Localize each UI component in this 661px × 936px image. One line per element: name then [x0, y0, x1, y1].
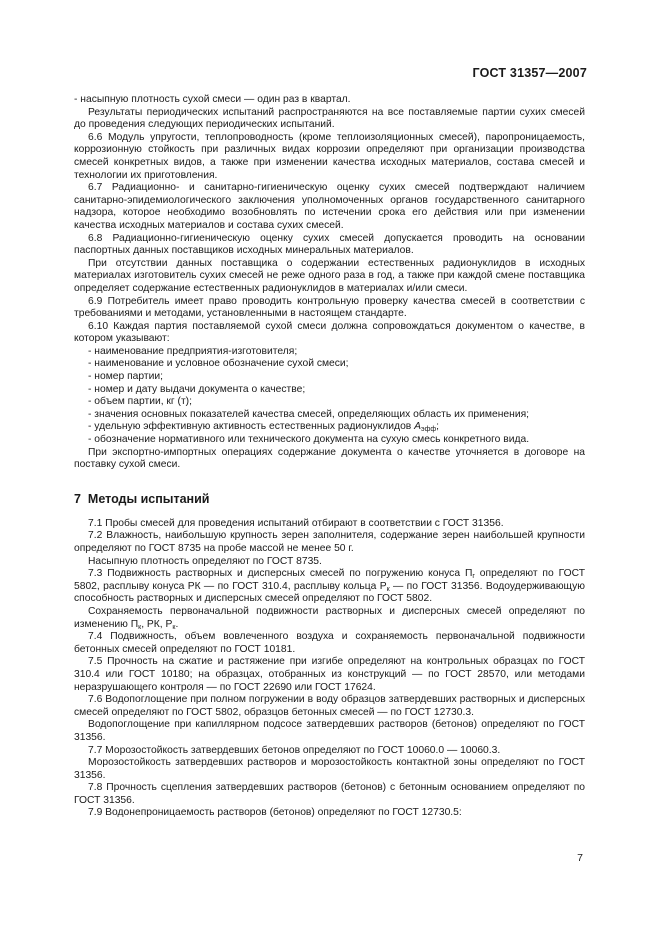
- list-item: - объем партии, кг (т);: [88, 396, 192, 408]
- paragraph: Морозостойкость затвердевших растворов и морозостойкость контактной зоны определяют по ГОСТ 31356.: [74, 757, 585, 781]
- paragraph-7-8: 7.8 Прочность сцепления затвердевших растворов (бетонов) с бетонным основанием определяют по ГОСТ 31356.: [74, 782, 585, 806]
- paragraph: При отсутствии данных поставщика о содержании естественных радионуклидов в исходных материалах изготовитель сухих смесей не реже одного раза в год, а также при каждой смене поставщика определяет содержание естественных радионуклидов в материалах и/или смеси.: [74, 257, 585, 294]
- paragraph-7-6: 7.6 Водопоглощение при полном погружении в воду образцов затвердевших растворных и дисперсных смесей определяют по ГОСТ 5802, образцов бетонных смесей — по ГОСТ 12730.3.: [74, 694, 585, 718]
- p73b-text-2: , РК, Р: [141, 618, 173, 630]
- p73b-sub-2: к: [172, 623, 176, 631]
- paragraph-6-10: 6.10 Каждая партия поставляемой сухой смеси должна сопровождаться документом о качестве, в котором указывают:: [74, 320, 585, 345]
- paragraph: Водопоглощение при капиллярном подсосе затвердевших растворов (бетонов) определяют по ГОСТ 31356.: [74, 719, 585, 743]
- p73b-text-1: Сохраняемость первоначальной подвижности растворных и дисперсных смесей определяют по изменению П: [74, 605, 585, 630]
- paragraph-7-5: 7.5 Прочность на сжатие и растяжение при изгибе определяют на контрольных образцах по ГОСТ 310.4 или ГОСТ 10180; на образцах, отобранных из конструкций — по ГОСТ 28570, или методами неразрушающего контроля — по ГОСТ 22690 или ГОСТ 17624.: [74, 656, 585, 693]
- list-item: - номер и дату выдачи документа о качестве;: [88, 383, 306, 395]
- paragraph: [74, 606, 585, 631]
- activity-symbol: A: [414, 421, 421, 433]
- section-number: 7: [74, 491, 81, 506]
- p73-text-3: — по ГОСТ 31356. Водоудерживающую способность растворных и дисперсных смесей определяют по ГОСТ 5802.: [74, 580, 585, 605]
- p73b-sub-1: к: [138, 623, 142, 631]
- paragraph: Насыпную плотность определяют по ГОСТ 8735.: [88, 555, 322, 567]
- paragraph-7-3: [74, 568, 585, 606]
- paragraph: - насыпную плотность сухой смеси — один раз в квартал.: [74, 94, 351, 105]
- list-item: - значения основных показателей качества смесей, определяющих область их применения;: [88, 408, 530, 420]
- paragraph-7-2: 7.2 Влажность, наибольшую крупность зерен заполнителя, содержание зерен наибольшей крупности определяют по ГОСТ 8735 на пробе массой не менее 50 г.: [74, 530, 585, 554]
- paragraph-7-4: 7.4 Подвижность, объем вовлеченного воздуха и сохраняемость первоначальной подвижности бетонных смесей определяют по ГОСТ 10181.: [74, 631, 585, 655]
- p73-sub-1: г: [472, 573, 475, 581]
- p73-text-1: 7.3 Подвижность растворных и дисперсных смесей по погружению конуса П: [88, 568, 473, 580]
- activity-suffix: ;: [436, 421, 439, 433]
- list-item-activity: [74, 421, 585, 434]
- paragraph: Результаты периодических испытаний распространяются на все поставляемые партии сухих смесей до проведения следующих периодических испытаний.: [74, 106, 585, 131]
- page-number: 7: [577, 852, 583, 864]
- paragraph-7-7: 7.7 Морозостойкость затвердевших бетонов определяют по ГОСТ 10060.0 — 10060.3.: [88, 744, 501, 756]
- p73-sub-2: к: [386, 585, 390, 593]
- activity-subscript: эфф: [421, 426, 437, 434]
- section-title: Методы испытаний: [87, 491, 210, 506]
- list-item: - наименование и условное обозначение сухой смеси;: [88, 358, 349, 370]
- paragraph-6-9: 6.9 Потребитель имеет право проводить контрольную проверку качества смесей в соответствии с требованиями и методами, установленными в настоящем стандарте.: [74, 295, 585, 320]
- list-item: - обозначение нормативного или технического документа на сухую смесь конкретного вида.: [88, 434, 530, 446]
- document-body: [74, 94, 585, 820]
- list-item: - номер партии;: [88, 371, 163, 383]
- section-heading: [74, 491, 585, 507]
- paragraph: При экспортно-импортных операциях содержание документа о качестве уточняется в договоре на поставку сухой смеси.: [74, 446, 585, 471]
- paragraph-6-7: 6.7 Радиационно- и санитарно-гигиеническую оценку сухих смесей подтверждают наличием санитарно-эпидемиологического заключения уполномоченных органов государственного санитарного надзора, которое необходимо возобновлять по истечении срока его действия или при изменении качества исходных материалов и состава сухих смесей.: [74, 182, 585, 231]
- p73-text-2: определяют по ГОСТ 5802, расплыву конуса РК — по ГОСТ 310.4, расплыву кольца Р: [74, 568, 586, 592]
- activity-prefix: - удельную эффективную активность естественных радионуклидов: [88, 421, 415, 433]
- paragraph-6-8: 6.8 Радиационно-гигиеническую оценку сухих смесей допускается проводить на основании паспортных данных поставщиков исходных минеральных материалов.: [74, 232, 585, 257]
- paragraph-7-1: 7.1 Пробы смесей для проведения испытаний отбирают в соответствии с ГОСТ 31356.: [88, 517, 504, 529]
- p73b-text-3: .: [175, 618, 179, 630]
- paragraph-7-9: 7.9 Водонепроницаемость растворов (бетонов) определяют по ГОСТ 12730.5:: [88, 807, 462, 819]
- paragraph-6-6: 6.6 Модуль упругости, теплопроводность (кроме теплоизоляционных смесей), паропроницаемость, коррозионную стойкость при различных видах коррозии определяют при организации производства смесей конкретных видов, а также при изменении качества исходных материалов, состава смесей и технологии их приготовления.: [74, 131, 585, 181]
- list-item: - наименование предприятия-изготовителя;: [88, 345, 298, 357]
- document-code-header: ГОСТ 31357—2007: [472, 66, 587, 80]
